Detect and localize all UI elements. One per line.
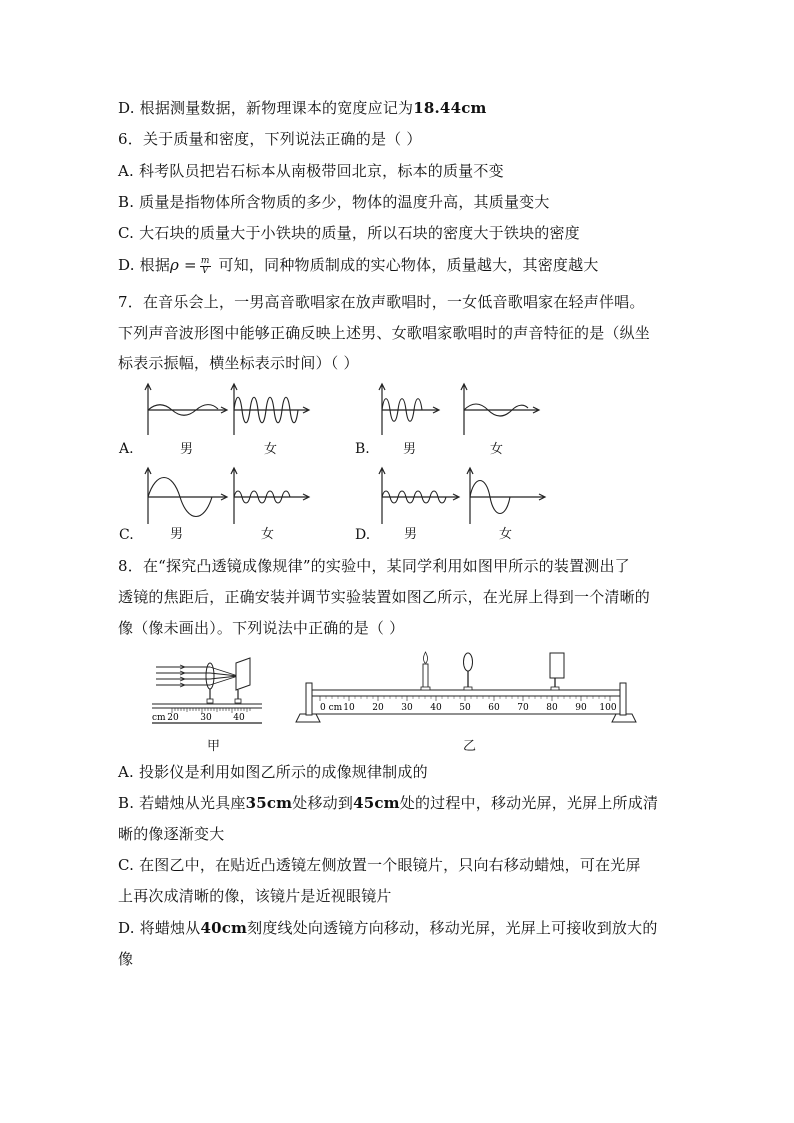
q6-option-c: C. 大石块的质量大于小铁块的质量，所以石块的密度大于铁块的密度 — [118, 224, 580, 242]
q6-stem: 6．关于质量和密度，下列说法正确的是（ ） — [118, 130, 422, 148]
q7-stem-line1: 7．在音乐会上，一男高音歌唱家在放声歌唱时，一女低音歌唱家在轻声伴唱。 — [118, 293, 645, 311]
jia-tick-cm: cm — [152, 713, 166, 723]
yi-tick-40: 40 — [430, 703, 442, 713]
yi-tick-20: 20 — [372, 703, 384, 713]
q7-option-a-male-wave — [140, 383, 230, 439]
q7-option-a-female-wave — [228, 383, 312, 439]
convex-lens-icon — [464, 653, 473, 690]
q8-option-c-line2: 上再次成清晰的像，该镜片是近视眼镜片 — [118, 887, 392, 905]
candle-icon — [421, 652, 430, 690]
jia-tick-40: 40 — [233, 713, 245, 723]
q7-label-a: A. — [119, 441, 134, 457]
q5-option-d: D. 根据测量数据，新物理课本的宽度应记为18.44cm — [118, 99, 487, 117]
jia-tick-20: 20 — [167, 713, 179, 723]
figure-jia-focal-apparatus — [150, 655, 268, 727]
jia-tick-30: 30 — [200, 713, 212, 723]
q8-stem-line1: 8．在“探究凸透镜成像规律”的实验中，某同学利用如图甲所示的装置测出了 — [118, 557, 630, 575]
yi-tick-100: 100 — [599, 703, 617, 713]
q7-option-d-female-wave — [464, 467, 548, 527]
q8-option-a: A. 投影仪是利用如图乙所示的成像规律制成的 — [118, 763, 428, 781]
q8-stem-line3: 像（像未画出）。下列说法中正确的是（ ） — [118, 619, 405, 637]
q7-c-female-caption: 女 — [261, 527, 275, 542]
q7-option-d-male-wave — [376, 467, 462, 527]
density-symbol: ρ — [170, 256, 180, 274]
yi-tick-70: 70 — [517, 703, 529, 713]
q7-label-b: B. — [355, 441, 370, 457]
yi-tick-50: 50 — [459, 703, 471, 713]
q7-label-c: C. — [119, 527, 134, 543]
figure-yi-caption: 乙 — [463, 739, 477, 754]
yi-tick-60: 60 — [488, 703, 500, 713]
yi-tick-0: 0 cm — [320, 703, 343, 713]
q6-option-a: A. 科考队员把岩石标本从南极带回北京，标本的质量不变 — [118, 162, 504, 180]
q7-option-c-female-wave — [228, 467, 312, 527]
density-fraction: $\frac{m}{V}$ — [200, 255, 210, 276]
q8-option-b-line2: 晰的像逐渐变大 — [118, 825, 225, 843]
q8-option-d-line1: D. 将蜡烛从40cm刻度线处向透镜方向移动，移动光屏，光屏上可接收到放大的 — [118, 919, 658, 937]
q8-option-c-line1: C. 在图乙中，在贴近凸透镜左侧放置一个眼镜片，只向右移动蜡烛，可在光屏 — [118, 856, 641, 874]
q6-option-d: D. 根据ρ = $\frac{m}{V}$ 可知，同种物质制成的实心物体，质量越大，其密度越大 — [118, 255, 599, 276]
q7-b-female-caption: 女 — [490, 442, 504, 457]
q7-a-female-caption: 女 — [264, 442, 278, 457]
yi-tick-80: 80 — [546, 703, 558, 713]
yi-tick-30: 30 — [401, 703, 413, 713]
q7-option-b-female-wave — [458, 383, 542, 439]
light-screen-icon — [550, 653, 564, 690]
q5-option-d-value: 18.44cm — [413, 99, 487, 117]
q8-stem-line2: 透镜的焦距后，正确安装并调节实验装置如图乙所示，在光屏上得到一个清晰的 — [118, 588, 651, 606]
figure-jia-caption: 甲 — [207, 739, 221, 754]
q7-option-b-male-wave — [376, 383, 442, 439]
q6-option-b: B. 质量是指物体所含物质的多少，物体的温度升高，其质量变大 — [118, 193, 550, 211]
q8-option-d-line2: 像 — [118, 950, 134, 968]
q7-c-male-caption: 男 — [170, 527, 184, 542]
q7-d-female-caption: 女 — [499, 527, 513, 542]
q7-a-male-caption: 男 — [180, 442, 194, 457]
q8-option-b-line1: B. 若蜡烛从光具座35cm处移动到45cm处的过程中，移动光屏，光屏上所成清 — [118, 794, 659, 812]
q7-stem-line2: 下列声音波形图中能够正确反映上述男、女歌唱家歌唱时的声音特征的是（纵坐 — [118, 324, 651, 342]
q7-label-d: D. — [355, 527, 371, 543]
yi-tick-90: 90 — [575, 703, 587, 713]
q7-stem-line3: 标表示振幅，横坐标表示时间）（ ） — [118, 354, 359, 372]
figure-yi-optical-bench — [292, 650, 642, 728]
q7-b-male-caption: 男 — [403, 442, 417, 457]
yi-tick-10: 10 — [343, 703, 355, 713]
q7-option-c-male-wave — [140, 467, 230, 527]
q7-d-male-caption: 男 — [404, 527, 418, 542]
